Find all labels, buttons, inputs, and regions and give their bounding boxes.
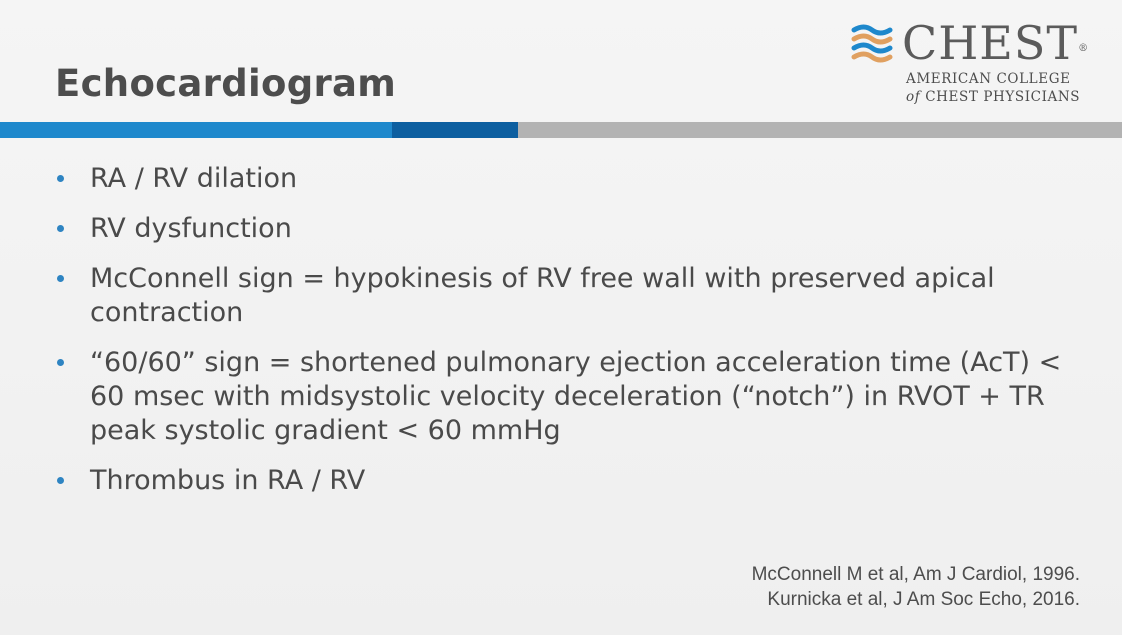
registered-mark: ®: [1078, 43, 1090, 54]
bullet-item: Thrombus in RA / RV: [55, 464, 1075, 498]
chest-logo-subtitle-line1: AMERICAN COLLEGE: [906, 71, 1071, 87]
header-bar-dark-blue: [392, 122, 518, 138]
bullet-list: [55, 162, 1075, 514]
bullet-item: RV dysfunction: [55, 212, 1075, 246]
bullet-dot-icon: [57, 175, 64, 182]
bullet-dot-icon: [57, 359, 64, 366]
bullet-dot-icon: [57, 275, 64, 282]
bullet-dot-icon: [57, 477, 64, 484]
chest-logo-word: CHEST®: [902, 16, 1090, 70]
references: [752, 562, 1080, 612]
chest-logo: [850, 16, 1100, 106]
reference-line: McConnell M et al, Am J Cardiol, 1996.: [751, 564, 1080, 585]
reference-line: Kurnicka et al, J Am Soc Echo, 2016.: [767, 589, 1080, 610]
slide-title: Echocardiogram: [55, 62, 397, 105]
bullet-item: “60/60” sign = shortened pulmonary ejection acceleration time (AcT) < 60 msec with midsystolic velocity deceleration (“notch”) in RVOT + TR peak systolic gradient < 60 mmHg: [55, 346, 1075, 448]
header-bar-gray: [518, 122, 1122, 138]
chest-logo-mark-icon: [850, 22, 894, 66]
bullet-dot-icon: [57, 225, 64, 232]
bullet-item: McConnell sign = hypokinesis of RV free wall with preserved apical contraction: [55, 262, 1075, 330]
header-bar-blue: [0, 122, 392, 138]
chest-logo-subtitle-line2: of CHEST PHYSICIANS: [906, 89, 1081, 105]
bullet-item: RA / RV dilation: [55, 162, 1075, 196]
